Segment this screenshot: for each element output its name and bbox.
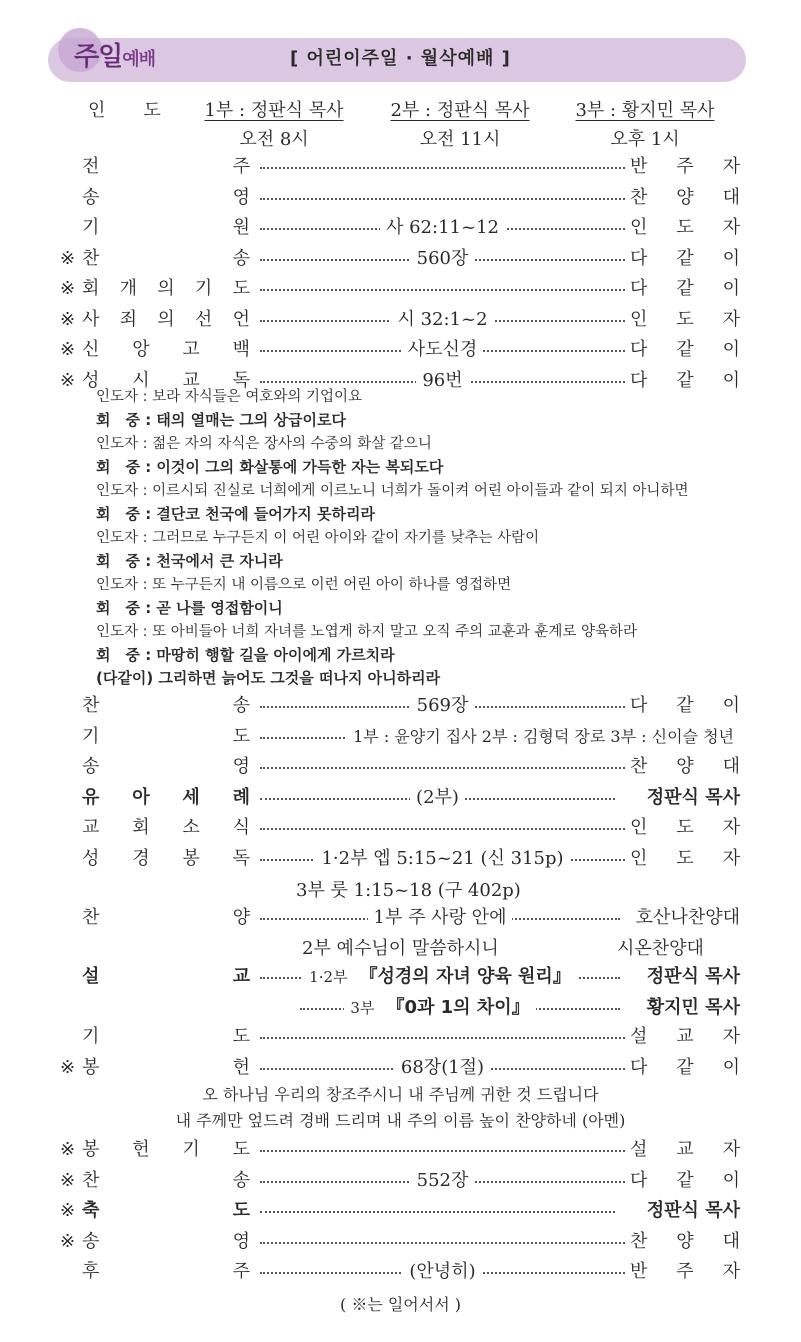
char: 기 (82, 1026, 100, 1047)
char: 설 (82, 966, 100, 987)
order-leader (630, 1166, 740, 1196)
order-leader (630, 1135, 740, 1165)
order-detail: 68장(1절) (395, 1057, 490, 1078)
char: 대 (722, 1230, 740, 1252)
order-detail: 시 32:1~2 (391, 309, 493, 330)
order-row (60, 1196, 740, 1226)
char: 헌 (132, 1139, 150, 1160)
order-leader (630, 335, 740, 365)
leader-line: 인도자 : 이르시되 진실로 너희에게 이르노니 너희가 돌이켜 어린 아이들과 같이 되지 아니하면 (96, 483, 689, 499)
char: 이 (722, 1056, 740, 1078)
intro-label: 인도 (88, 100, 199, 121)
leader-dots (260, 1037, 625, 1039)
order-detail: 560장 (411, 248, 475, 269)
standing-mark: ※ (60, 278, 76, 299)
char: 같 (676, 369, 694, 391)
char: 앙 (132, 339, 150, 360)
leader-dots (260, 828, 625, 830)
order-detail: 96번 (416, 370, 468, 391)
char: 신 (82, 339, 100, 360)
order-row (60, 305, 740, 335)
char: 다 (630, 278, 648, 299)
char: 소 (182, 817, 200, 838)
char: 찬 (630, 756, 648, 777)
char: 자 (722, 308, 740, 330)
service-1-time: 오전 8시 (239, 129, 309, 150)
leader-dots (260, 767, 625, 769)
char: 자 (722, 1139, 740, 1160)
standing-mark: ※ (60, 339, 76, 360)
leader-dots (260, 1150, 625, 1152)
char: 설 (630, 1026, 648, 1047)
order-detail: (안녕히) (403, 1261, 481, 1282)
order-row (60, 844, 740, 874)
sermon-title-1: 『성경의 자녀 양육 원리』 (354, 966, 577, 987)
standing-mark: ※ (60, 308, 76, 330)
order-label (82, 691, 250, 721)
praise-line2: 2부 예수님이 말씀하시니 (302, 938, 499, 959)
char: 양 (676, 186, 694, 208)
char: 주 (232, 1261, 250, 1282)
standing-mark: ※ (60, 1169, 76, 1191)
order-label (82, 213, 250, 243)
char: 다 (630, 1056, 648, 1078)
char: 사 (82, 308, 100, 330)
order-leader (630, 152, 740, 182)
char: 헌 (232, 1056, 250, 1078)
char: 찬 (82, 247, 100, 269)
char: 도 (676, 217, 694, 238)
char: 기 (82, 725, 100, 747)
service-3-lead: 3부 : 황지민 목사 (575, 100, 715, 121)
char: 이 (722, 369, 740, 391)
order-row (60, 183, 740, 213)
char: 대 (722, 186, 740, 208)
char: 의 (157, 308, 175, 330)
order-leader (630, 1022, 740, 1052)
char: 교 (182, 369, 200, 391)
char: 회 (132, 817, 150, 838)
congregation-line: 회 중 : 태의 열매는 그의 상급이로다 (96, 410, 346, 429)
order-label (82, 1135, 250, 1165)
char: 반 (630, 156, 648, 177)
order-detail: 사도신경 (402, 339, 484, 360)
order-leader (630, 305, 740, 335)
order-row (60, 1022, 740, 1052)
char: 영 (232, 186, 250, 208)
order-detail: (2부) (410, 787, 465, 808)
char: 반 (630, 1261, 648, 1282)
order-detail: 사 62:11~12 (380, 217, 505, 238)
logo-small: 예배 (122, 49, 156, 70)
service-3-time: 오후 1시 (610, 129, 680, 150)
char: 송 (232, 247, 250, 269)
char: 같 (676, 695, 694, 716)
order-row (60, 244, 740, 274)
order-label (82, 752, 250, 782)
char: 도 (676, 847, 694, 869)
order-label (82, 305, 250, 335)
order-leader (630, 1053, 740, 1083)
sermon-preacher-1: 정판식 목사 (646, 966, 740, 987)
order-row (60, 691, 740, 721)
order-row (60, 152, 740, 182)
standing-mark: ※ (60, 369, 76, 391)
praise-choir-1: 호산나찬양대 (635, 907, 740, 928)
order-row (60, 1166, 740, 1196)
order-row (60, 813, 740, 843)
order-label (82, 722, 250, 752)
order-leader (630, 366, 740, 396)
order-row (60, 1227, 740, 1257)
char: 같 (676, 1056, 694, 1078)
char: 도 (232, 725, 250, 747)
standing-mark: ※ (60, 1056, 76, 1078)
char: 자 (722, 1026, 740, 1047)
standing-mark: ※ (60, 247, 76, 269)
order-row (60, 1257, 740, 1287)
char: 도 (676, 308, 694, 330)
char: 독 (232, 847, 250, 869)
char: 선 (194, 308, 213, 330)
logo-main: 주일 (74, 42, 123, 72)
char: 자 (722, 817, 740, 838)
congregation-line: 회 중 : 결단코 천국에 들어가지 못하리라 (96, 504, 375, 523)
order-row (60, 1053, 740, 1083)
char: 의 (157, 278, 175, 299)
sermon-pre-1: 1·2부 (303, 968, 353, 986)
leader-line: 인도자 : 또 아비들아 너희 자녀를 노엽게 하지 말고 오직 주의 교훈과 훈계로 양육하라 (96, 624, 638, 640)
char: 도 (232, 1026, 250, 1047)
order-leader (630, 1227, 740, 1257)
service-2-lead: 2부 : 정판식 목사 (390, 100, 530, 121)
order-label (82, 1196, 250, 1226)
char: 교 (676, 1139, 694, 1160)
char: 례 (232, 786, 250, 808)
order-leader (630, 844, 740, 874)
char: 자 (722, 156, 740, 177)
praise-label (82, 903, 250, 933)
leader-dots (260, 198, 625, 200)
service-3 (570, 96, 720, 151)
standing-note: ( ※는 일어서서 ) (339, 1295, 462, 1314)
char: 경 (132, 847, 150, 869)
sermon-preacher-2: 황지민 목사 (646, 997, 740, 1018)
char: 다 (630, 369, 648, 391)
char: 찬 (82, 907, 100, 928)
char: 영 (232, 756, 250, 777)
service-1-lead: 1부 : 정판식 목사 (204, 100, 344, 121)
order-label (82, 783, 250, 813)
char: 시 (132, 369, 150, 391)
congregation-line: (다같이) 그리하면 늙어도 그것을 떠나지 아니하리라 (96, 669, 441, 687)
char: 주 (676, 156, 694, 177)
standing-mark: ※ (60, 1230, 76, 1252)
char: 이 (722, 278, 740, 299)
char: 영 (232, 1230, 250, 1252)
char: 자 (722, 1261, 740, 1282)
order-leader (630, 752, 740, 782)
order-row (60, 213, 740, 243)
char: 기 (82, 217, 100, 238)
service-1 (200, 96, 348, 151)
congregation-line: 회 중 : 곧 나를 영접함이니 (96, 598, 283, 617)
order-leader (630, 274, 740, 304)
char: 설 (630, 1139, 648, 1160)
char: 아 (132, 786, 150, 808)
leader-dots (260, 1242, 625, 1244)
char: 기 (194, 278, 213, 299)
char: 자 (722, 217, 740, 238)
char: 이 (722, 339, 740, 360)
congregation-line: 회 중 : 마땅히 행할 길을 아이에게 가르치라 (96, 645, 395, 664)
char: 주 (676, 1261, 694, 1282)
char: 자 (722, 847, 740, 869)
leader-line: 인도자 : 젊은 자의 자식은 장사의 수중의 화살 같으니 (96, 436, 432, 452)
order-label (82, 1166, 250, 1196)
sermon-row-1 (60, 962, 740, 992)
char: 다 (630, 339, 648, 360)
char: 유 (82, 786, 100, 808)
order-label (82, 1227, 250, 1257)
char: 죄 (119, 308, 138, 330)
char: 도 (676, 817, 694, 838)
char: 같 (676, 339, 694, 360)
char: 이 (722, 695, 740, 716)
char: 다 (630, 247, 648, 269)
praise-line1: 1부 주 사랑 안에 (368, 907, 513, 928)
char: 도 (232, 1139, 250, 1160)
char: 전 (82, 156, 100, 177)
char: 교 (676, 1026, 694, 1047)
sermon-label (82, 962, 250, 992)
order-label (82, 274, 250, 304)
service-2-time: 오전 11시 (419, 129, 501, 150)
order-label (82, 813, 250, 843)
char: 교 (82, 817, 100, 838)
congregation-line: 회 중 : 이것이 그의 화살통에 가득한 자는 복되도다 (96, 457, 444, 476)
char: 다 (630, 1169, 648, 1191)
order-detail: 569장 (411, 695, 475, 716)
char: 식 (232, 817, 250, 838)
char: 같 (676, 247, 694, 269)
char: 도 (232, 1200, 250, 1221)
char: 원 (232, 217, 250, 238)
order-leader: 정판식 목사 (646, 786, 740, 808)
char: 인 (630, 847, 648, 869)
char: 고 (182, 339, 200, 360)
order-leader: 정판식 목사 (646, 1200, 740, 1221)
order-label (82, 183, 250, 213)
char: 양 (676, 756, 694, 777)
praise-row-1 (60, 903, 740, 933)
char: 찬 (82, 695, 100, 716)
char: 송 (82, 1230, 100, 1252)
order-label (82, 335, 250, 365)
char: 성 (82, 369, 100, 391)
char: 주 (232, 156, 250, 177)
char: 도 (232, 278, 250, 299)
order-row (60, 752, 740, 782)
char: 양 (676, 1230, 694, 1252)
page-title: [ 어린이주일 · 월삭예배 ] (290, 48, 511, 69)
order-row (60, 1135, 740, 1165)
order-label (82, 844, 250, 874)
reading-3bu: 3부 룻 1:15~18 (구 402p) (296, 880, 521, 901)
offering-lyrics-2: 내 주께만 엎드려 경배 드리며 내 주의 이름 높이 찬양하네 (아멘) (175, 1111, 626, 1130)
char: 송 (82, 756, 100, 777)
char: 이 (722, 247, 740, 269)
char: 축 (82, 1200, 100, 1221)
service-2 (385, 96, 535, 151)
char: 같 (676, 278, 694, 299)
standing-mark: ※ (60, 1139, 76, 1160)
char: 송 (232, 1169, 250, 1191)
order-leader (630, 244, 740, 274)
order-row (60, 335, 740, 365)
char: 백 (232, 339, 250, 360)
char: 대 (722, 756, 740, 777)
char: 기 (182, 1139, 200, 1160)
char: 세 (182, 786, 200, 808)
praise-choir-2: 시온찬양대 (617, 938, 704, 959)
order-label (82, 152, 250, 182)
char: 성 (82, 847, 100, 869)
char: 인 (630, 217, 648, 238)
char: 다 (630, 695, 648, 716)
leader-line: 인도자 : 보라 자식들은 여호와의 기업이요 (96, 389, 363, 405)
order-row (60, 783, 740, 813)
order-detail: 1부 : 윤양기 집사 2부 : 김형덕 장로 3부 : 신이슬 청년 (347, 727, 740, 746)
sermon-row-2 (60, 993, 740, 1023)
char: 회 (82, 278, 100, 299)
leader-line: 인도자 : 그러므로 누구든지 이 어린 아이와 같이 자기를 낮추는 사람이 (96, 530, 540, 546)
order-row (60, 274, 740, 304)
char: 봉 (82, 1056, 100, 1078)
char: 인 (630, 308, 648, 330)
char: 독 (232, 369, 250, 391)
char: 후 (82, 1261, 100, 1282)
order-leader (630, 813, 740, 843)
char: 교 (232, 966, 250, 987)
logo (74, 36, 155, 73)
order-leader (630, 1257, 740, 1287)
order-leader (630, 691, 740, 721)
leader-dots (260, 1211, 615, 1213)
offering-lyrics-1: 오 하나님 우리의 창조주시니 내 주님께 귀한 것 드립니다 (202, 1085, 599, 1104)
char: 송 (232, 695, 250, 716)
char: 찬 (630, 1230, 648, 1252)
order-label (82, 1257, 250, 1287)
standing-mark: ※ (60, 1200, 76, 1221)
char: 봉 (82, 1139, 100, 1160)
char: 양 (232, 907, 250, 928)
char: 같 (676, 1169, 694, 1191)
order-detail: 552장 (411, 1170, 475, 1191)
char: 봉 (182, 847, 200, 869)
char: 이 (722, 1169, 740, 1191)
char: 찬 (630, 186, 648, 208)
congregation-line: 회 중 : 천국에서 큰 자니라 (96, 551, 283, 570)
order-leader (630, 213, 740, 243)
order-row (60, 722, 740, 752)
leader-dots (260, 167, 625, 169)
order-detail: 1·2부 엡 5:15~21 (신 315p) (315, 848, 569, 869)
order-label (82, 1053, 250, 1083)
order-label (82, 244, 250, 274)
leader-line: 인도자 : 또 누구든지 내 이름으로 이런 어린 아이 하나를 영접하면 (96, 577, 512, 593)
char: 찬 (82, 1169, 100, 1191)
char: 송 (82, 186, 100, 208)
leader-dots (260, 289, 625, 291)
order-label (82, 1022, 250, 1052)
char: 인 (630, 817, 648, 838)
char: 언 (232, 308, 250, 330)
sermon-pre-2: 3부 (344, 999, 380, 1017)
sermon-title-2: 『0과 1의 차이』 (380, 997, 535, 1018)
char: 개 (119, 278, 138, 299)
order-leader (630, 183, 740, 213)
